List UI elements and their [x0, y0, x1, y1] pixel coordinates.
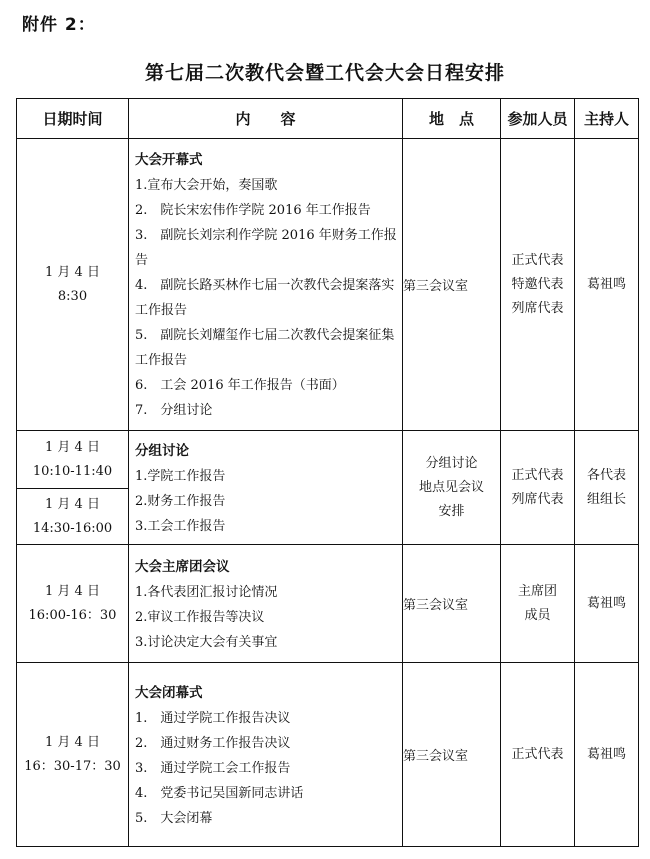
- section-title: 大会闭幕式: [135, 684, 203, 701]
- list-item: 2.财务工作报告: [135, 493, 226, 509]
- list-item: 3.讨论决定大会有关事宜: [135, 634, 278, 650]
- participant-text: 正式代表: [511, 467, 564, 483]
- session-participants: 正式代表: [501, 663, 575, 847]
- participant-text: 主席团: [517, 583, 557, 599]
- list-item: 4. 党委书记吴国新同志讲话: [135, 785, 304, 801]
- participant-text: 列席代表: [511, 491, 564, 507]
- session-content: [129, 663, 403, 847]
- time-text: 8:30: [57, 288, 88, 304]
- header-host: 主持人: [575, 99, 639, 139]
- session-date: [17, 489, 129, 545]
- date-text: 1 月 4 日: [45, 734, 100, 750]
- section-title: 大会开幕式: [135, 152, 203, 168]
- session-content: [129, 545, 403, 663]
- list-item: 1.学院工作报告: [135, 468, 226, 484]
- page-title: 第七届二次教代会暨工代会大会日程安排: [144, 62, 505, 84]
- time-text: 10:10-11:40: [32, 463, 113, 479]
- list-item: 7. 分组讨论: [135, 403, 213, 418]
- list-item: 2. 院长宋宏伟作学院 2016 年工作报告: [135, 203, 371, 218]
- table-row: [17, 663, 639, 847]
- section-title: 大会主席团会议: [135, 558, 230, 575]
- session-location: 第三会议室: [403, 545, 501, 663]
- session-participants: [501, 431, 575, 545]
- session-participants: [501, 545, 575, 663]
- host-text: 各代表: [586, 467, 626, 483]
- session-content: [129, 431, 403, 545]
- participant-text: 正式代表: [511, 252, 564, 268]
- list-item: 1.宣布大会开始，奏国歌: [135, 178, 278, 193]
- session-location: 第三会议室: [403, 139, 501, 431]
- session-host: [575, 431, 639, 545]
- list-item: 3. 副院长刘宗利作学院 2016 年财务工作报告: [135, 228, 397, 268]
- list-item: 5. 副院长刘耀玺作七届二次教代会提案征集工作报告: [135, 328, 395, 368]
- date-text: 1 月 4 日: [45, 496, 100, 512]
- location-text: 分组讨论: [425, 455, 478, 471]
- location-text: 地点见会议: [418, 479, 484, 495]
- date-text: 1 月 4 日: [45, 583, 100, 599]
- session-participants: [501, 139, 575, 431]
- session-content: [129, 139, 403, 431]
- list-item: 5. 大会闭幕: [135, 810, 213, 826]
- participant-text: 列席代表: [511, 300, 564, 316]
- header-participants: 参加人员: [501, 99, 575, 139]
- list-item: 2.审议工作报告等决议: [135, 609, 265, 625]
- session-location: [403, 431, 501, 545]
- host-text: 组组长: [586, 491, 626, 507]
- header-location: 地 点: [403, 99, 501, 139]
- time-text: 16：30-17：30: [24, 758, 121, 774]
- list-item: 3. 通过学院工会工作报告: [135, 760, 291, 776]
- session-location: 第三会议室: [403, 663, 501, 847]
- list-item: 4. 副院长路买林作七届一次教代会提案落实工作报告: [135, 278, 395, 318]
- table-row: [17, 139, 639, 431]
- section-title: 分组讨论: [135, 442, 189, 459]
- table-header-row: [17, 99, 639, 139]
- list-item: 2. 通过财务工作报告决议: [135, 735, 291, 751]
- table-row: [17, 431, 639, 489]
- schedule-table: [16, 98, 639, 847]
- date-text: 1 月 4 日: [45, 264, 100, 280]
- time-text: 14:30-16:00: [32, 520, 113, 536]
- date-text: 1 月 4 日: [45, 439, 100, 455]
- list-item: 3.工会工作报告: [135, 518, 226, 534]
- session-host: 葛祖鸣: [575, 663, 639, 847]
- session-date: [17, 139, 129, 431]
- header-date: 日期时间: [17, 99, 129, 139]
- header-content: 内 容: [129, 99, 403, 139]
- table-row: [17, 545, 639, 663]
- session-date: [17, 663, 129, 847]
- participant-text: 成员: [524, 607, 551, 623]
- session-date: [17, 545, 129, 663]
- session-date: [17, 431, 129, 489]
- list-item: 1. 通过学院工作报告决议: [135, 710, 291, 726]
- participant-text: 特邀代表: [511, 276, 564, 292]
- location-text: 安排: [438, 503, 465, 519]
- list-item: 6. 工会 2016 年工作报告（书面）: [135, 378, 345, 393]
- list-item: 1.各代表团汇报讨论情况: [135, 584, 278, 600]
- attachment-label: 附件 2：: [22, 15, 96, 35]
- session-host: 葛祖鸣: [575, 139, 639, 431]
- time-text: 16:00-16：30: [28, 607, 117, 623]
- session-host: 葛祖鸣: [575, 545, 639, 663]
